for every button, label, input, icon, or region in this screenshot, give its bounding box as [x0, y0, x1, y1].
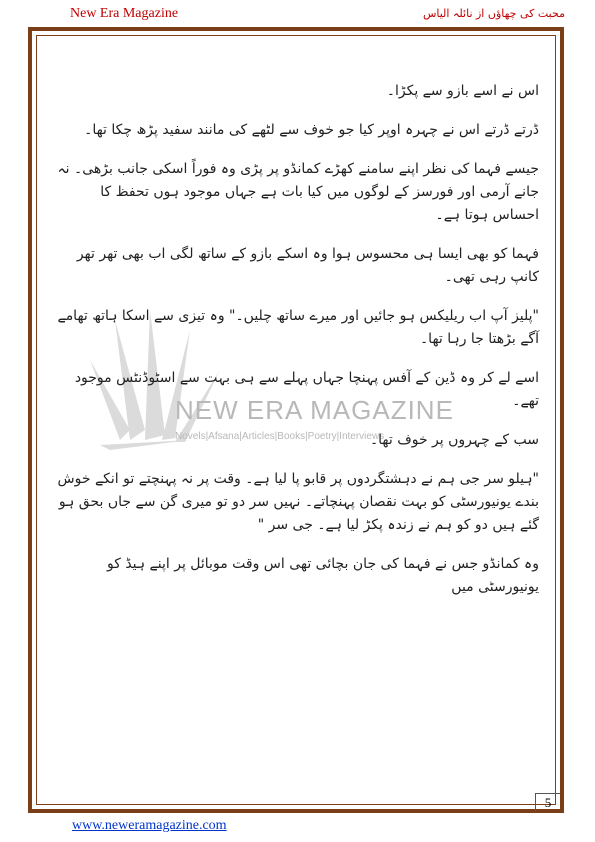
paragraph: فہما کو بھی ایسا ہی محسوس ہوا وہ اسکے بازو کے ساتھ لگی اب بھی تھر تھر کانپ رہی تھی۔ — [76, 246, 539, 285]
magazine-name: New Era Magazine — [70, 6, 179, 21]
paragraph: اس نے اسے بازو سے پکڑا۔ — [386, 83, 539, 99]
paragraph: "پلیز آپ اب ریلیکس ہو جائیں اور میرے ساتھ چلیں۔" وہ تیزی سے اسکا ہاتھ تھامے آگے بڑھتا جا رہا تھا۔ — [57, 308, 539, 347]
story-body — [55, 80, 539, 615]
paragraph: "ہیلو سر جی ہم نے دہشتگردوں پر قابو پا لیا ہے۔ وقت پر نہ پہنچتے تو انکے خوش بندے یونیورسٹی کو بہت نقصان پہنچاتے۔ نہیں سر دو تو میری گن سے جاں بحق ہو گئے ہیں دو کو ہم نے زندہ پکڑ لیا ہے۔ جی سر " — [57, 471, 539, 533]
website-link[interactable]: www.neweramagazine.com — [72, 818, 227, 833]
paragraph: ڈرتے ڈرتے اس نے چہرہ اوپر کیا جو خوف سے لٹھے کی مانند سفید پڑھ چکا تھا۔ — [84, 122, 539, 138]
page-number: 5 — [535, 793, 560, 812]
paragraph: اسے لے کر وہ ڈین کے آفس پہنچا جہاں پہلے سے ہی بہت سے اسٹوڈنٹس موجود تھے۔ — [74, 370, 539, 409]
paragraph: سب کے چہروں پر خوف تھا۔ — [369, 432, 539, 448]
watermark-title: NEW ERA MAGAZINE — [175, 395, 454, 425]
story-title: محبت کی چھاؤں از نائلہ الیاس — [422, 7, 565, 20]
paragraph: جیسے فہما کی نظر اپنے سامنے کھڑے کمانڈو پر پڑی وہ فوراً اسکی جانب بڑھی۔ نہ جانے آرمی اور فورسز کے لوگوں میں کیا بات ہے جہاں موجود ہوں تحفظ کا احساس ہوتا ہے۔ — [57, 161, 539, 223]
watermark-subtitle: Novels|Afsana|Articles|Books|Poetry|Interviews — [175, 431, 385, 442]
paragraph: وہ کمانڈو جس نے فہما کی جان بچائی تھی اس وقت موبائل پر اپنے ہیڈ کو یونیورسٹی میں — [106, 556, 539, 595]
